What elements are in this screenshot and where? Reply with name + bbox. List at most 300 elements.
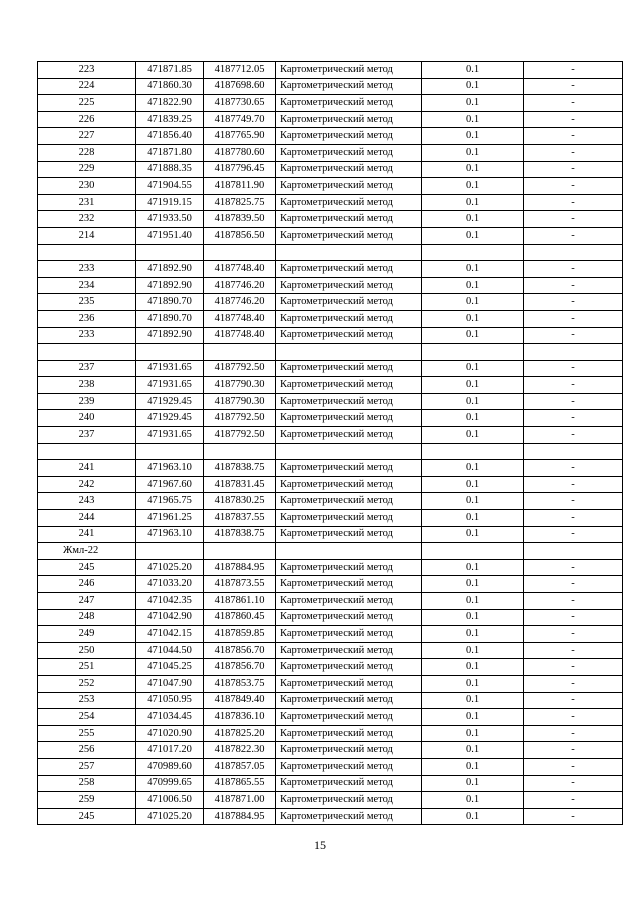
- x-coordinate-cell: 471961.25: [136, 510, 204, 527]
- method-cell: Картометрический метод: [276, 377, 422, 394]
- point-number-cell: 235: [38, 294, 136, 311]
- accuracy-cell: 0.1: [422, 211, 524, 228]
- point-number-cell: 223: [38, 62, 136, 79]
- note-cell: -: [524, 178, 623, 195]
- x-coordinate-cell: 471892.90: [136, 327, 204, 344]
- y-coordinate-cell: 4187792.50: [204, 427, 276, 444]
- y-coordinate-cell: 4187746.20: [204, 277, 276, 294]
- accuracy-cell: 0.1: [422, 476, 524, 493]
- point-number-cell: 234: [38, 277, 136, 294]
- method-cell: Картометрический метод: [276, 476, 422, 493]
- method-cell: Картометрический метод: [276, 493, 422, 510]
- x-coordinate-cell: 471042.35: [136, 593, 204, 610]
- table-row: [38, 675, 623, 692]
- method-cell: Картометрический метод: [276, 410, 422, 427]
- method-cell: Картометрический метод: [276, 642, 422, 659]
- y-coordinate-cell: 4187856.50: [204, 227, 276, 244]
- point-number-cell: 228: [38, 144, 136, 161]
- table-row: [38, 211, 623, 228]
- method-cell: Картометрический метод: [276, 593, 422, 610]
- method-cell: Картометрический метод: [276, 277, 422, 294]
- x-coordinate-cell: 471963.10: [136, 526, 204, 543]
- x-coordinate-cell: 471047.90: [136, 675, 204, 692]
- point-number-cell: [38, 344, 136, 361]
- y-coordinate-cell: 4187860.45: [204, 609, 276, 626]
- point-number-cell: 233: [38, 261, 136, 278]
- accuracy-cell: 0.1: [422, 227, 524, 244]
- note-cell: -: [524, 742, 623, 759]
- accuracy-cell: 0.1: [422, 161, 524, 178]
- y-coordinate-cell: 4187730.65: [204, 95, 276, 112]
- x-coordinate-cell: 471890.70: [136, 294, 204, 311]
- point-number-cell: 237: [38, 427, 136, 444]
- y-coordinate-cell: 4187853.75: [204, 675, 276, 692]
- y-coordinate-cell: 4187790.30: [204, 377, 276, 394]
- x-coordinate-cell: 471871.80: [136, 144, 204, 161]
- y-coordinate-cell: 4187746.20: [204, 294, 276, 311]
- method-cell: Картометрический метод: [276, 161, 422, 178]
- note-cell: -: [524, 410, 623, 427]
- point-number-cell: 225: [38, 95, 136, 112]
- point-number-cell: 245: [38, 559, 136, 576]
- note-cell: -: [524, 675, 623, 692]
- y-coordinate-cell: 4187865.55: [204, 775, 276, 792]
- point-number-cell: 241: [38, 460, 136, 477]
- table-row: [38, 377, 623, 394]
- x-coordinate-cell: 471839.25: [136, 111, 204, 128]
- point-number-cell: 227: [38, 128, 136, 145]
- point-number-cell: 257: [38, 758, 136, 775]
- table-row: [38, 393, 623, 410]
- x-coordinate-cell: [136, 344, 204, 361]
- table-row: [38, 559, 623, 576]
- accuracy-cell: 0.1: [422, 277, 524, 294]
- method-cell: Картометрический метод: [276, 742, 422, 759]
- method-cell: Картометрический метод: [276, 427, 422, 444]
- x-coordinate-cell: 471025.20: [136, 808, 204, 825]
- y-coordinate-cell: 4187749.70: [204, 111, 276, 128]
- point-number-cell: 259: [38, 792, 136, 809]
- table-row: [38, 792, 623, 809]
- method-cell: Картометрический метод: [276, 227, 422, 244]
- method-cell: [276, 244, 422, 261]
- y-coordinate-cell: 4187792.50: [204, 360, 276, 377]
- method-cell: [276, 344, 422, 361]
- point-number-cell: 249: [38, 626, 136, 643]
- point-number-cell: 241: [38, 526, 136, 543]
- x-coordinate-cell: 471860.30: [136, 78, 204, 95]
- table-row: [38, 775, 623, 792]
- note-cell: [524, 244, 623, 261]
- y-coordinate-cell: 4187856.70: [204, 659, 276, 676]
- x-coordinate-cell: 471892.90: [136, 277, 204, 294]
- method-cell: Картометрический метод: [276, 62, 422, 79]
- point-number-cell: 233: [38, 327, 136, 344]
- x-coordinate-cell: 471050.95: [136, 692, 204, 709]
- y-coordinate-cell: 4187831.45: [204, 476, 276, 493]
- accuracy-cell: 0.1: [422, 792, 524, 809]
- method-cell: Картометрический метод: [276, 725, 422, 742]
- accuracy-cell: 0.1: [422, 194, 524, 211]
- point-number-cell: 247: [38, 593, 136, 610]
- accuracy-cell: 0.1: [422, 510, 524, 527]
- method-cell: Картометрический метод: [276, 144, 422, 161]
- point-number-cell: 252: [38, 675, 136, 692]
- x-coordinate-cell: 471931.65: [136, 360, 204, 377]
- table-row: [38, 194, 623, 211]
- table-row: [38, 78, 623, 95]
- x-coordinate-cell: 471892.90: [136, 261, 204, 278]
- separator-row: [38, 244, 623, 261]
- y-coordinate-cell: 4187838.75: [204, 526, 276, 543]
- x-coordinate-cell: 471006.50: [136, 792, 204, 809]
- accuracy-cell: 0.1: [422, 78, 524, 95]
- method-cell: Картометрический метод: [276, 808, 422, 825]
- y-coordinate-cell: 4187712.05: [204, 62, 276, 79]
- point-number-cell: 232: [38, 211, 136, 228]
- point-number-cell: 256: [38, 742, 136, 759]
- note-cell: -: [524, 493, 623, 510]
- y-coordinate-cell: [204, 443, 276, 460]
- y-coordinate-cell: [204, 244, 276, 261]
- y-coordinate-cell: 4187792.50: [204, 410, 276, 427]
- table-row: [38, 95, 623, 112]
- y-coordinate-cell: 4187822.30: [204, 742, 276, 759]
- note-cell: -: [524, 792, 623, 809]
- accuracy-cell: 0.1: [422, 526, 524, 543]
- note-cell: -: [524, 294, 623, 311]
- point-number-cell: 239: [38, 393, 136, 410]
- method-cell: Картометрический метод: [276, 709, 422, 726]
- table-row: [38, 227, 623, 244]
- table-row: [38, 476, 623, 493]
- empty-cell: [204, 543, 276, 560]
- point-number-cell: 246: [38, 576, 136, 593]
- note-cell: -: [524, 128, 623, 145]
- y-coordinate-cell: 4187859.85: [204, 626, 276, 643]
- method-cell: Картометрический метод: [276, 261, 422, 278]
- x-coordinate-cell: 471929.45: [136, 410, 204, 427]
- note-cell: -: [524, 227, 623, 244]
- accuracy-cell: 0.1: [422, 95, 524, 112]
- note-cell: -: [524, 194, 623, 211]
- note-cell: -: [524, 725, 623, 742]
- point-number-cell: 238: [38, 377, 136, 394]
- method-cell: Картометрический метод: [276, 310, 422, 327]
- table-row: [38, 111, 623, 128]
- note-cell: -: [524, 277, 623, 294]
- method-cell: Картометрический метод: [276, 460, 422, 477]
- point-number-cell: 240: [38, 410, 136, 427]
- point-number-cell: 231: [38, 194, 136, 211]
- accuracy-cell: 0.1: [422, 808, 524, 825]
- accuracy-cell: 0.1: [422, 410, 524, 427]
- method-cell: Картометрический метод: [276, 675, 422, 692]
- table-row: [38, 659, 623, 676]
- point-number-cell: 258: [38, 775, 136, 792]
- accuracy-cell: 0.1: [422, 427, 524, 444]
- accuracy-cell: 0.1: [422, 393, 524, 410]
- x-coordinate-cell: 471888.35: [136, 161, 204, 178]
- note-cell: -: [524, 758, 623, 775]
- y-coordinate-cell: 4187838.75: [204, 460, 276, 477]
- x-coordinate-cell: 471933.50: [136, 211, 204, 228]
- table-row: [38, 593, 623, 610]
- x-coordinate-cell: 471951.40: [136, 227, 204, 244]
- note-cell: -: [524, 460, 623, 477]
- y-coordinate-cell: 4187830.25: [204, 493, 276, 510]
- page-number: 15: [314, 838, 326, 852]
- point-number-cell: 237: [38, 360, 136, 377]
- method-cell: Картометрический метод: [276, 626, 422, 643]
- note-cell: -: [524, 327, 623, 344]
- point-number-cell: 248: [38, 609, 136, 626]
- note-cell: -: [524, 576, 623, 593]
- method-cell: Картометрический метод: [276, 659, 422, 676]
- x-coordinate-cell: 471965.75: [136, 493, 204, 510]
- x-coordinate-cell: 471025.20: [136, 559, 204, 576]
- note-cell: -: [524, 377, 623, 394]
- y-coordinate-cell: 4187796.45: [204, 161, 276, 178]
- y-coordinate-cell: 4187698.60: [204, 78, 276, 95]
- table-row: [38, 526, 623, 543]
- method-cell: Картометрический метод: [276, 792, 422, 809]
- note-cell: -: [524, 709, 623, 726]
- accuracy-cell: 0.1: [422, 128, 524, 145]
- note-cell: -: [524, 427, 623, 444]
- x-coordinate-cell: 471904.55: [136, 178, 204, 195]
- y-coordinate-cell: 4187884.95: [204, 808, 276, 825]
- accuracy-cell: [422, 344, 524, 361]
- method-cell: Картометрический метод: [276, 327, 422, 344]
- point-number-cell: 251: [38, 659, 136, 676]
- accuracy-cell: 0.1: [422, 692, 524, 709]
- method-cell: Картометрический метод: [276, 95, 422, 112]
- point-number-cell: 230: [38, 178, 136, 195]
- empty-cell: [422, 543, 524, 560]
- x-coordinate-cell: 470989.60: [136, 758, 204, 775]
- accuracy-cell: 0.1: [422, 111, 524, 128]
- accuracy-cell: 0.1: [422, 460, 524, 477]
- empty-cell: [524, 543, 623, 560]
- method-cell: Картометрический метод: [276, 294, 422, 311]
- table-row: [38, 310, 623, 327]
- note-cell: -: [524, 808, 623, 825]
- accuracy-cell: 0.1: [422, 642, 524, 659]
- accuracy-cell: 0.1: [422, 725, 524, 742]
- method-cell: Картометрический метод: [276, 128, 422, 145]
- y-coordinate-cell: 4187873.55: [204, 576, 276, 593]
- table-row: [38, 261, 623, 278]
- note-cell: -: [524, 593, 623, 610]
- note-cell: -: [524, 95, 623, 112]
- method-cell: Картометрический метод: [276, 211, 422, 228]
- coordinates-table: [37, 61, 623, 825]
- accuracy-cell: 0.1: [422, 775, 524, 792]
- note-cell: [524, 344, 623, 361]
- coordinates-table-body: [38, 62, 623, 825]
- separator-row: [38, 344, 623, 361]
- x-coordinate-cell: 471033.20: [136, 576, 204, 593]
- accuracy-cell: 0.1: [422, 626, 524, 643]
- method-cell: Картометрический метод: [276, 393, 422, 410]
- section-label-cell: Жмл-22: [38, 543, 136, 560]
- x-coordinate-cell: 471890.70: [136, 310, 204, 327]
- note-cell: -: [524, 559, 623, 576]
- accuracy-cell: 0.1: [422, 360, 524, 377]
- table-row: [38, 161, 623, 178]
- x-coordinate-cell: 471822.90: [136, 95, 204, 112]
- accuracy-cell: 0.1: [422, 310, 524, 327]
- note-cell: -: [524, 78, 623, 95]
- table-row: [38, 808, 623, 825]
- point-number-cell: 229: [38, 161, 136, 178]
- method-cell: Картометрический метод: [276, 526, 422, 543]
- method-cell: Картометрический метод: [276, 194, 422, 211]
- note-cell: -: [524, 642, 623, 659]
- note-cell: -: [524, 775, 623, 792]
- note-cell: -: [524, 609, 623, 626]
- note-cell: -: [524, 393, 623, 410]
- point-number-cell: [38, 443, 136, 460]
- accuracy-cell: 0.1: [422, 742, 524, 759]
- accuracy-cell: 0.1: [422, 758, 524, 775]
- x-coordinate-cell: 471042.15: [136, 626, 204, 643]
- y-coordinate-cell: 4187748.40: [204, 310, 276, 327]
- accuracy-cell: 0.1: [422, 609, 524, 626]
- x-coordinate-cell: [136, 443, 204, 460]
- note-cell: -: [524, 510, 623, 527]
- y-coordinate-cell: 4187857.05: [204, 758, 276, 775]
- table-row: [38, 427, 623, 444]
- y-coordinate-cell: 4187836.10: [204, 709, 276, 726]
- method-cell: [276, 443, 422, 460]
- point-number-cell: 224: [38, 78, 136, 95]
- separator-row: [38, 443, 623, 460]
- y-coordinate-cell: 4187825.20: [204, 725, 276, 742]
- accuracy-cell: 0.1: [422, 493, 524, 510]
- table-row: [38, 277, 623, 294]
- accuracy-cell: 0.1: [422, 327, 524, 344]
- accuracy-cell: 0.1: [422, 178, 524, 195]
- accuracy-cell: 0.1: [422, 294, 524, 311]
- table-row: [38, 460, 623, 477]
- method-cell: Картометрический метод: [276, 178, 422, 195]
- point-number-cell: 244: [38, 510, 136, 527]
- point-number-cell: 245: [38, 808, 136, 825]
- point-number-cell: 253: [38, 692, 136, 709]
- x-coordinate-cell: 471045.25: [136, 659, 204, 676]
- y-coordinate-cell: 4187780.60: [204, 144, 276, 161]
- x-coordinate-cell: 471929.45: [136, 393, 204, 410]
- note-cell: -: [524, 360, 623, 377]
- table-row: [38, 178, 623, 195]
- y-coordinate-cell: 4187825.75: [204, 194, 276, 211]
- table-row: [38, 510, 623, 527]
- table-row: [38, 410, 623, 427]
- x-coordinate-cell: 471856.40: [136, 128, 204, 145]
- accuracy-cell: 0.1: [422, 144, 524, 161]
- x-coordinate-cell: 471919.15: [136, 194, 204, 211]
- y-coordinate-cell: 4187856.70: [204, 642, 276, 659]
- y-coordinate-cell: 4187871.00: [204, 792, 276, 809]
- accuracy-cell: 0.1: [422, 593, 524, 610]
- method-cell: Картометрический метод: [276, 360, 422, 377]
- empty-cell: [276, 543, 422, 560]
- point-number-cell: 236: [38, 310, 136, 327]
- section-label-row: [38, 543, 623, 560]
- x-coordinate-cell: 471963.10: [136, 460, 204, 477]
- note-cell: -: [524, 111, 623, 128]
- table-row: [38, 144, 623, 161]
- y-coordinate-cell: [204, 344, 276, 361]
- table-row: [38, 758, 623, 775]
- accuracy-cell: 0.1: [422, 659, 524, 676]
- x-coordinate-cell: 471967.60: [136, 476, 204, 493]
- point-number-cell: 254: [38, 709, 136, 726]
- y-coordinate-cell: 4187839.50: [204, 211, 276, 228]
- x-coordinate-cell: 471042.90: [136, 609, 204, 626]
- x-coordinate-cell: 471871.85: [136, 62, 204, 79]
- x-coordinate-cell: [136, 244, 204, 261]
- y-coordinate-cell: 4187861.10: [204, 593, 276, 610]
- method-cell: Картометрический метод: [276, 78, 422, 95]
- note-cell: -: [524, 144, 623, 161]
- note-cell: -: [524, 526, 623, 543]
- method-cell: Картометрический метод: [276, 576, 422, 593]
- empty-cell: [136, 543, 204, 560]
- method-cell: Картометрический метод: [276, 510, 422, 527]
- point-number-cell: 243: [38, 493, 136, 510]
- table-row: [38, 493, 623, 510]
- table-row: [38, 576, 623, 593]
- note-cell: -: [524, 161, 623, 178]
- accuracy-cell: 0.1: [422, 709, 524, 726]
- method-cell: Картометрический метод: [276, 692, 422, 709]
- point-number-cell: 242: [38, 476, 136, 493]
- table-row: [38, 294, 623, 311]
- y-coordinate-cell: 4187884.95: [204, 559, 276, 576]
- y-coordinate-cell: 4187790.30: [204, 393, 276, 410]
- note-cell: -: [524, 211, 623, 228]
- x-coordinate-cell: 471931.65: [136, 427, 204, 444]
- point-number-cell: 226: [38, 111, 136, 128]
- accuracy-cell: [422, 244, 524, 261]
- table-row: [38, 360, 623, 377]
- table-row: [38, 692, 623, 709]
- y-coordinate-cell: 4187837.55: [204, 510, 276, 527]
- table-row: [38, 327, 623, 344]
- point-number-cell: 250: [38, 642, 136, 659]
- accuracy-cell: 0.1: [422, 576, 524, 593]
- note-cell: -: [524, 476, 623, 493]
- accuracy-cell: 0.1: [422, 62, 524, 79]
- table-row: [38, 642, 623, 659]
- x-coordinate-cell: 471020.90: [136, 725, 204, 742]
- x-coordinate-cell: 471931.65: [136, 377, 204, 394]
- note-cell: -: [524, 310, 623, 327]
- y-coordinate-cell: 4187765.90: [204, 128, 276, 145]
- point-number-cell: 255: [38, 725, 136, 742]
- note-cell: -: [524, 261, 623, 278]
- y-coordinate-cell: 4187748.40: [204, 327, 276, 344]
- accuracy-cell: 0.1: [422, 261, 524, 278]
- method-cell: Картометрический метод: [276, 609, 422, 626]
- table-row: [38, 742, 623, 759]
- table-row: [38, 725, 623, 742]
- y-coordinate-cell: 4187849.40: [204, 692, 276, 709]
- table-row: [38, 626, 623, 643]
